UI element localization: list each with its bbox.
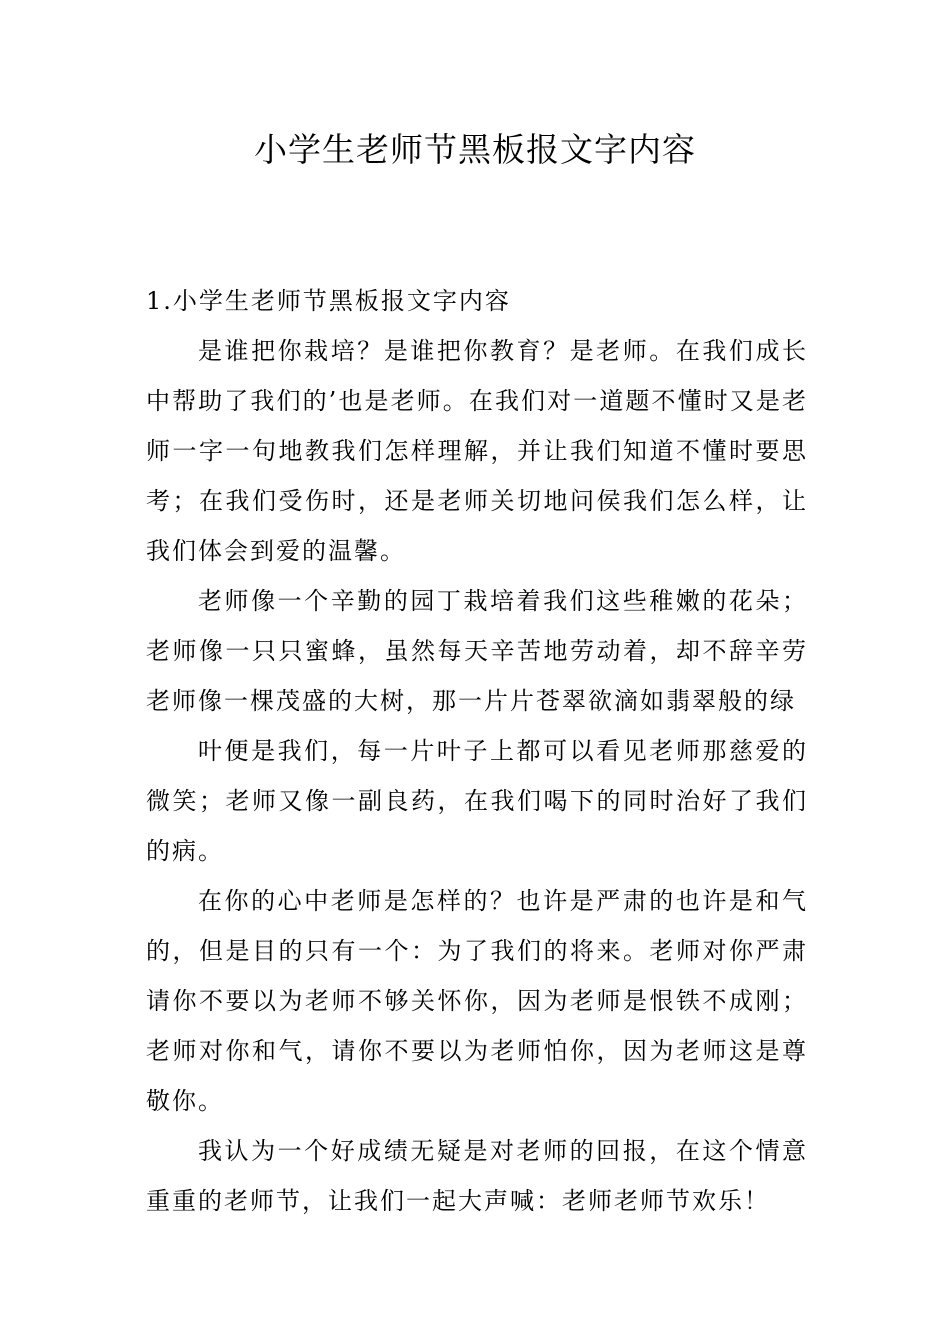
paragraph-5: 我认为一个好成绩无疑是对老师的回报，在这个情意重重的老师节，让我们一起大声喊：老师老师节欢乐！ [146, 1137, 808, 1215]
document-title: 小学生老师节黑板报文字内容 [254, 130, 696, 169]
paragraph-4: 在你的心中老师是怎样的？也许是严肃的也许是和气的，但是目的只有一个：为了我们的将来。老师对你严肃请你不要以为老师不够关怀你，因为老师是恨铁不成刚；老师对你和气，请你不要以为老师怕你，因为老师这是尊敬你。 [146, 887, 808, 1115]
paragraph-1: 是谁把你栽培？是谁把你教育？是老师。在我们成长中帮助了我们的’也是老师。在我们对一道题不懂时又是老师一字一句地教我们怎样理解，并让我们知道不懂时要思考；在我们受伤时，还是老师关切地问侯我们怎么样，让我们体会到爱的温馨。 [146, 337, 808, 565]
paragraph-2: 老师像一个辛勤的园丁栽培着我们这些稚嫩的花朵；老师像一只只蜜蜂，虽然每天辛苦地劳动着，却不辞辛劳老师像一棵茂盛的大树，那一片片苍翠欲滴如翡翠般的绿 [146, 587, 808, 715]
section-heading: 1.小学生老师节黑板报文字内容 [146, 287, 511, 315]
document-body [146, 276, 808, 1226]
paragraph-3: 叶便是我们，每一片叶子上都可以看见老师那慈爱的微笑；老师又像一副良药，在我们喝下的同时治好了我们的病。 [146, 737, 808, 865]
